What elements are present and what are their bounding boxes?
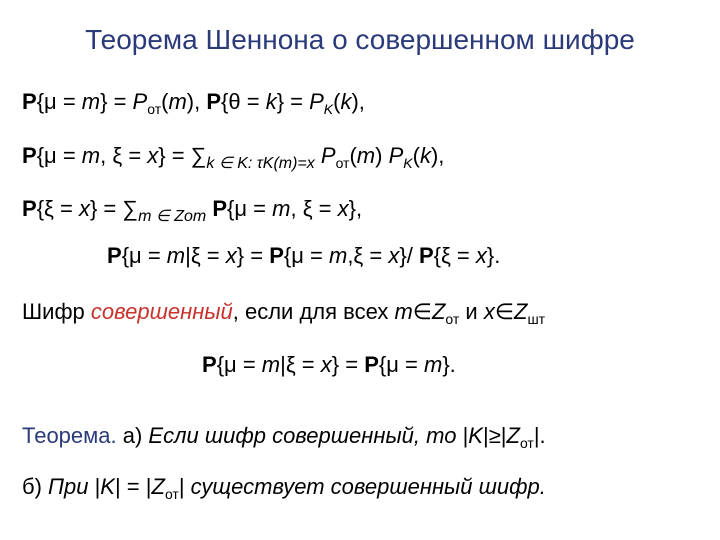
text: |.: [533, 423, 546, 448]
var-P: P: [320, 143, 336, 168]
var-x: x: [337, 196, 349, 221]
formula-line-1: [22, 89, 365, 115]
text: (: [161, 89, 169, 114]
text: |: [462, 423, 469, 448]
formula-line-3: [22, 196, 363, 225]
text-italic: Если шифр совершенный, то: [148, 423, 463, 448]
text: (: [412, 143, 420, 168]
text: {μ =: [121, 243, 167, 268]
subscript: шт: [527, 311, 546, 327]
prob-symbol: P: [202, 352, 217, 377]
slide-title: Теорема Шеннона о совершенном шифре: [85, 24, 635, 55]
text: ),: [430, 143, 445, 168]
text: {μ =: [36, 143, 82, 168]
var-m: m: [261, 352, 281, 377]
prob-symbol: P: [212, 196, 228, 221]
var-Z: Z: [431, 299, 446, 324]
text: {μ =: [36, 89, 82, 114]
var-K: K: [468, 423, 483, 448]
var-Z: Z: [506, 423, 520, 448]
text: и: [459, 299, 484, 324]
sum-subscript: m ∈ Zот: [138, 208, 207, 225]
subscript: K: [403, 155, 413, 171]
formula-line-4: [107, 243, 500, 269]
subscript: K: [323, 101, 334, 117]
text: б): [22, 474, 49, 499]
var-K: K: [100, 474, 115, 499]
var-m: m: [423, 352, 443, 377]
text: }.: [442, 352, 456, 377]
var-x: x: [147, 143, 159, 168]
in-symbol: ∈: [412, 299, 432, 324]
text: {μ =: [227, 196, 273, 221]
highlight-term: совершенный: [90, 299, 233, 324]
var-m: m: [394, 299, 413, 324]
var-m: m: [328, 243, 348, 268]
text: |ξ =: [280, 352, 321, 377]
in-symbol: ∈: [494, 299, 514, 324]
text: {μ =: [216, 352, 262, 377]
var-m: m: [81, 89, 101, 114]
var-x: x: [225, 243, 237, 268]
subscript: от: [147, 101, 162, 117]
text: } =: [276, 89, 310, 114]
text: }/: [399, 243, 419, 268]
text: {θ =: [221, 89, 266, 114]
var-k: k: [265, 89, 277, 114]
var-m: m: [81, 143, 101, 168]
subscript: от: [164, 486, 179, 502]
var-x: x: [483, 299, 495, 324]
text: Шифр: [22, 299, 91, 324]
text: |: [178, 474, 191, 499]
text: ),: [351, 89, 365, 114]
var-m: m: [166, 243, 186, 268]
var-k: k: [419, 143, 431, 168]
sum-symbol: } = ∑: [158, 143, 207, 168]
var-Z: Z: [513, 299, 528, 324]
text: (: [333, 89, 341, 114]
var-m: m: [168, 89, 187, 114]
text: |: [94, 474, 101, 499]
subscript: от: [335, 155, 350, 171]
text: {ξ =: [433, 243, 476, 268]
text: {μ =: [283, 243, 329, 268]
text: , ξ =: [100, 143, 148, 168]
sum-symbol: } = ∑: [89, 196, 139, 221]
formula-line-2: [22, 143, 445, 172]
text: (: [349, 143, 357, 168]
text: {μ =: [378, 352, 424, 377]
text: |ξ =: [185, 243, 226, 268]
text: |≥|: [482, 423, 507, 448]
var-x: x: [78, 196, 90, 221]
var-x: x: [475, 243, 487, 268]
var-k: k: [340, 89, 352, 114]
definition-line: [22, 299, 545, 325]
var-x: x: [388, 243, 400, 268]
text: } =: [331, 352, 365, 377]
text-italic: существует совершенный шифр.: [190, 474, 546, 499]
prob-symbol: P: [22, 196, 37, 221]
text: ,ξ =: [347, 243, 389, 268]
text: , ξ =: [290, 196, 338, 221]
subscript: от: [519, 435, 534, 451]
theorem-line-b: [22, 474, 546, 500]
var-x: x: [320, 352, 332, 377]
text: {ξ =: [36, 196, 79, 221]
formula-line-6: [202, 352, 456, 378]
theorem-line-a: [22, 423, 546, 449]
prob-symbol: P: [22, 143, 37, 168]
text: } =: [236, 243, 270, 268]
prob-symbol: P: [364, 352, 379, 377]
var-P: P: [309, 89, 324, 114]
var-m: m: [356, 143, 376, 168]
text: } =: [100, 89, 133, 114]
text: | = |: [114, 474, 152, 499]
subscript: от: [445, 311, 460, 327]
prob-symbol: P: [107, 243, 122, 268]
var-P: P: [388, 143, 404, 168]
var-P: P: [132, 89, 148, 114]
prob-symbol: P: [22, 89, 37, 114]
prob-symbol: P: [418, 243, 434, 268]
text: ),: [186, 89, 207, 114]
sum-subscript: k ∈ K: τK(m)=x: [206, 155, 315, 172]
text: ): [375, 143, 389, 168]
text-italic: При: [48, 474, 95, 499]
text: },: [348, 196, 363, 221]
prob-symbol: P: [206, 89, 222, 114]
var-Z: Z: [151, 474, 165, 499]
theorem-label: Теорема.: [22, 423, 117, 448]
prob-symbol: P: [269, 243, 284, 268]
var-m: m: [272, 196, 291, 221]
text: , если для всех: [232, 299, 395, 324]
text: }.: [486, 243, 501, 268]
text: а): [116, 423, 149, 448]
